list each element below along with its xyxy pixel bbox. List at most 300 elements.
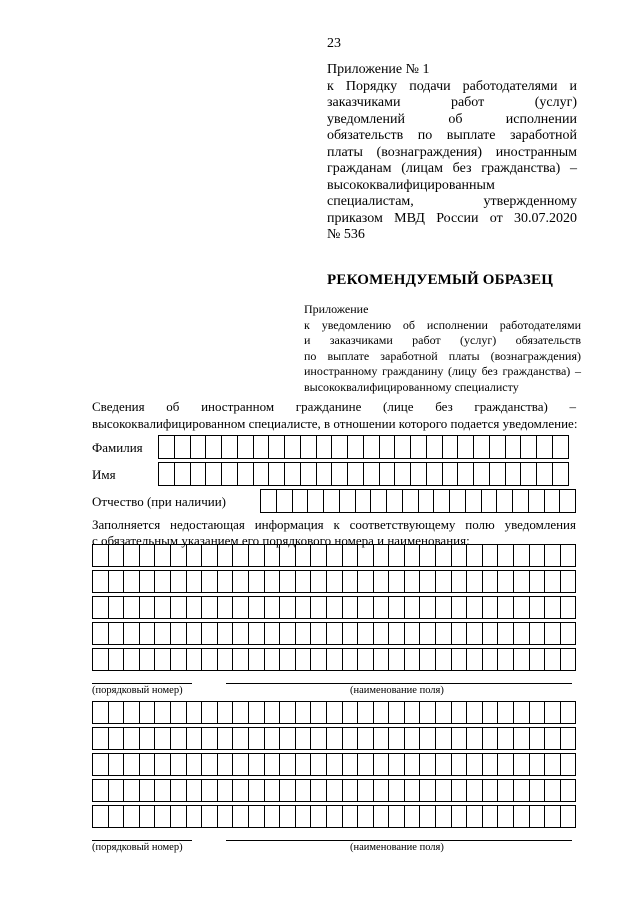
char-cell[interactable] (171, 701, 187, 724)
serial-number-line[interactable] (92, 683, 192, 684)
char-cell[interactable] (218, 570, 234, 593)
char-cell[interactable] (467, 701, 483, 724)
char-cell[interactable] (175, 462, 191, 486)
char-cell[interactable] (343, 544, 359, 567)
char-cell[interactable] (561, 727, 577, 750)
char-cell[interactable] (140, 570, 156, 593)
char-cell[interactable] (218, 622, 234, 645)
char-cell[interactable] (498, 701, 514, 724)
char-cell[interactable] (452, 544, 468, 567)
char-cell[interactable] (93, 648, 109, 671)
char-cell[interactable] (296, 570, 312, 593)
char-cell[interactable] (436, 727, 452, 750)
char-cell[interactable] (530, 753, 546, 776)
char-cell[interactable] (140, 779, 156, 802)
char-cell[interactable] (427, 435, 443, 459)
char-cell[interactable] (206, 435, 222, 459)
char-cell[interactable] (420, 544, 436, 567)
char-cell[interactable] (498, 570, 514, 593)
char-cell[interactable] (249, 727, 265, 750)
char-cell[interactable] (187, 544, 203, 567)
char-cell[interactable] (374, 805, 390, 828)
char-cell[interactable] (483, 570, 499, 593)
char-cell[interactable] (311, 596, 327, 619)
char-cell[interactable] (358, 779, 374, 802)
char-cell[interactable] (498, 596, 514, 619)
char-cell[interactable] (296, 701, 312, 724)
char-cell[interactable] (498, 753, 514, 776)
char-cell[interactable] (389, 622, 405, 645)
char-cell[interactable] (159, 435, 175, 459)
char-cell[interactable] (371, 489, 387, 513)
char-cell[interactable] (364, 435, 380, 459)
info-grid-row[interactable] (92, 544, 576, 567)
char-cell[interactable] (403, 489, 419, 513)
char-cell[interactable] (389, 648, 405, 671)
char-cell[interactable] (436, 596, 452, 619)
char-cell[interactable] (545, 701, 561, 724)
info-grid-row[interactable] (92, 805, 576, 828)
char-cell[interactable] (483, 779, 499, 802)
char-cell[interactable] (280, 596, 296, 619)
field-name-line[interactable] (226, 840, 572, 841)
char-cell[interactable] (218, 753, 234, 776)
char-cell[interactable] (317, 435, 333, 459)
char-cell[interactable] (443, 435, 459, 459)
char-cell[interactable] (530, 622, 546, 645)
char-cell[interactable] (514, 544, 530, 567)
char-cell[interactable] (389, 805, 405, 828)
char-cell[interactable] (380, 462, 396, 486)
char-cell[interactable] (358, 596, 374, 619)
char-cell[interactable] (218, 648, 234, 671)
char-cell[interactable] (124, 779, 140, 802)
char-cell[interactable] (498, 779, 514, 802)
char-cell[interactable] (498, 727, 514, 750)
char-cell[interactable] (358, 753, 374, 776)
info-grid-row[interactable] (92, 753, 576, 776)
char-cell[interactable] (466, 489, 482, 513)
char-cell[interactable] (374, 779, 390, 802)
char-cell[interactable] (155, 622, 171, 645)
char-cell[interactable] (301, 435, 317, 459)
char-cell[interactable] (202, 596, 218, 619)
char-cell[interactable] (124, 544, 140, 567)
char-cell[interactable] (327, 596, 343, 619)
char-cell[interactable] (514, 648, 530, 671)
char-cell[interactable] (450, 489, 466, 513)
char-cell[interactable] (140, 727, 156, 750)
char-cell[interactable] (124, 596, 140, 619)
char-cell[interactable] (233, 622, 249, 645)
char-cell[interactable] (124, 622, 140, 645)
char-cell[interactable] (93, 622, 109, 645)
char-cell[interactable] (498, 648, 514, 671)
char-cell[interactable] (202, 805, 218, 828)
char-cell[interactable] (155, 779, 171, 802)
char-cell[interactable] (343, 727, 359, 750)
char-cell[interactable] (467, 753, 483, 776)
char-cell[interactable] (411, 462, 427, 486)
char-cell[interactable] (140, 701, 156, 724)
char-cell[interactable] (452, 727, 468, 750)
char-cell[interactable] (171, 544, 187, 567)
char-cell[interactable] (389, 753, 405, 776)
char-cell[interactable] (202, 779, 218, 802)
char-cell[interactable] (265, 570, 281, 593)
char-cell[interactable] (387, 489, 403, 513)
char-cell[interactable] (308, 489, 324, 513)
char-cell[interactable] (124, 570, 140, 593)
char-cell[interactable] (343, 596, 359, 619)
char-cell[interactable] (389, 727, 405, 750)
char-cell[interactable] (561, 622, 577, 645)
char-cell[interactable] (380, 435, 396, 459)
char-cell[interactable] (159, 462, 175, 486)
char-cell[interactable] (530, 648, 546, 671)
char-cell[interactable] (427, 462, 443, 486)
char-cell[interactable] (467, 779, 483, 802)
char-cell[interactable] (296, 648, 312, 671)
char-cell[interactable] (490, 435, 506, 459)
char-cell[interactable] (109, 701, 125, 724)
char-cell[interactable] (521, 435, 537, 459)
char-cell[interactable] (277, 489, 293, 513)
char-cell[interactable] (280, 570, 296, 593)
char-cell[interactable] (269, 435, 285, 459)
char-cell[interactable] (514, 727, 530, 750)
char-cell[interactable] (155, 570, 171, 593)
char-cell[interactable] (545, 648, 561, 671)
char-cell[interactable] (467, 805, 483, 828)
char-cell[interactable] (171, 622, 187, 645)
char-cell[interactable] (420, 622, 436, 645)
char-cell[interactable] (109, 805, 125, 828)
char-cell[interactable] (327, 648, 343, 671)
char-cell[interactable] (561, 570, 577, 593)
char-cell[interactable] (187, 727, 203, 750)
char-cell[interactable] (171, 779, 187, 802)
char-cell[interactable] (327, 779, 343, 802)
char-cell[interactable] (109, 570, 125, 593)
char-cell[interactable] (327, 727, 343, 750)
char-cell[interactable] (296, 753, 312, 776)
char-cell[interactable] (420, 779, 436, 802)
char-cell[interactable] (420, 701, 436, 724)
char-cell[interactable] (296, 596, 312, 619)
serial-number-line[interactable] (92, 840, 192, 841)
char-cell[interactable] (202, 622, 218, 645)
char-cell[interactable] (358, 622, 374, 645)
char-cell[interactable] (233, 805, 249, 828)
char-cell[interactable] (233, 544, 249, 567)
char-cell[interactable] (124, 753, 140, 776)
char-cell[interactable] (467, 596, 483, 619)
char-cell[interactable] (222, 435, 238, 459)
char-cell[interactable] (514, 622, 530, 645)
char-cell[interactable] (537, 462, 553, 486)
char-cell[interactable] (280, 753, 296, 776)
char-cell[interactable] (191, 435, 207, 459)
char-cell[interactable] (171, 596, 187, 619)
char-cell[interactable] (187, 701, 203, 724)
char-cell[interactable] (514, 596, 530, 619)
char-cell[interactable] (269, 462, 285, 486)
char-cell[interactable] (498, 805, 514, 828)
char-cell[interactable] (452, 779, 468, 802)
char-cell[interactable] (280, 701, 296, 724)
char-cell[interactable] (420, 596, 436, 619)
char-cell[interactable] (411, 435, 427, 459)
char-cell[interactable] (155, 648, 171, 671)
char-cell[interactable] (420, 648, 436, 671)
char-cell[interactable] (249, 570, 265, 593)
char-cell[interactable] (483, 648, 499, 671)
char-cell[interactable] (530, 701, 546, 724)
char-cell[interactable] (405, 727, 421, 750)
char-cell[interactable] (293, 489, 309, 513)
char-cell[interactable] (93, 596, 109, 619)
char-cell[interactable] (436, 544, 452, 567)
char-cell[interactable] (155, 596, 171, 619)
char-cell[interactable] (545, 779, 561, 802)
char-cell[interactable] (280, 622, 296, 645)
char-cell[interactable] (348, 435, 364, 459)
char-cell[interactable] (327, 805, 343, 828)
char-cell[interactable] (109, 596, 125, 619)
char-cell[interactable] (93, 701, 109, 724)
char-cell[interactable] (483, 701, 499, 724)
char-cell[interactable] (311, 779, 327, 802)
char-cell[interactable] (530, 570, 546, 593)
char-cell[interactable] (187, 805, 203, 828)
char-cell[interactable] (265, 727, 281, 750)
char-cell[interactable] (474, 462, 490, 486)
char-cell[interactable] (343, 805, 359, 828)
char-cell[interactable] (530, 805, 546, 828)
char-cell[interactable] (202, 544, 218, 567)
char-cell[interactable] (364, 462, 380, 486)
char-cell[interactable] (265, 596, 281, 619)
char-cell[interactable] (218, 727, 234, 750)
char-cell[interactable] (561, 779, 577, 802)
char-cell[interactable] (458, 462, 474, 486)
char-cell[interactable] (233, 727, 249, 750)
char-cell[interactable] (436, 779, 452, 802)
char-cell[interactable] (561, 701, 577, 724)
char-cell[interactable] (187, 570, 203, 593)
char-cell[interactable] (452, 596, 468, 619)
char-cell[interactable] (124, 701, 140, 724)
char-cell[interactable] (514, 779, 530, 802)
char-cell[interactable] (109, 727, 125, 750)
char-cell[interactable] (233, 570, 249, 593)
char-cell[interactable] (324, 489, 340, 513)
char-cell[interactable] (140, 544, 156, 567)
char-cell[interactable] (560, 489, 576, 513)
char-cell[interactable] (218, 779, 234, 802)
char-cell[interactable] (187, 753, 203, 776)
char-cell[interactable] (222, 462, 238, 486)
info-grid-row[interactable] (92, 779, 576, 802)
char-cell[interactable] (265, 544, 281, 567)
char-cell[interactable] (93, 727, 109, 750)
char-cell[interactable] (467, 622, 483, 645)
char-cell[interactable] (265, 805, 281, 828)
char-cell[interactable] (419, 489, 435, 513)
char-cell[interactable] (434, 489, 450, 513)
char-cell[interactable] (218, 805, 234, 828)
char-cell[interactable] (561, 544, 577, 567)
char-cell[interactable] (261, 489, 277, 513)
char-cell[interactable] (93, 544, 109, 567)
char-cell[interactable] (358, 701, 374, 724)
char-cell[interactable] (191, 462, 207, 486)
patronymic-input[interactable] (260, 489, 576, 513)
char-cell[interactable] (467, 727, 483, 750)
char-cell[interactable] (553, 462, 569, 486)
char-cell[interactable] (93, 805, 109, 828)
char-cell[interactable] (233, 753, 249, 776)
char-cell[interactable] (218, 596, 234, 619)
char-cell[interactable] (452, 622, 468, 645)
char-cell[interactable] (530, 596, 546, 619)
char-cell[interactable] (452, 570, 468, 593)
char-cell[interactable] (109, 779, 125, 802)
char-cell[interactable] (202, 701, 218, 724)
char-cell[interactable] (155, 727, 171, 750)
char-cell[interactable] (265, 779, 281, 802)
char-cell[interactable] (249, 648, 265, 671)
char-cell[interactable] (171, 727, 187, 750)
char-cell[interactable] (514, 570, 530, 593)
char-cell[interactable] (311, 570, 327, 593)
char-cell[interactable] (124, 727, 140, 750)
char-cell[interactable] (265, 701, 281, 724)
char-cell[interactable] (265, 753, 281, 776)
char-cell[interactable] (280, 779, 296, 802)
char-cell[interactable] (467, 544, 483, 567)
char-cell[interactable] (340, 489, 356, 513)
char-cell[interactable] (327, 570, 343, 593)
char-cell[interactable] (405, 622, 421, 645)
char-cell[interactable] (514, 753, 530, 776)
char-cell[interactable] (506, 462, 522, 486)
char-cell[interactable] (249, 622, 265, 645)
char-cell[interactable] (405, 701, 421, 724)
char-cell[interactable] (374, 544, 390, 567)
char-cell[interactable] (483, 805, 499, 828)
char-cell[interactable] (249, 701, 265, 724)
char-cell[interactable] (233, 779, 249, 802)
char-cell[interactable] (490, 462, 506, 486)
char-cell[interactable] (317, 462, 333, 486)
info-grid-row[interactable] (92, 701, 576, 724)
char-cell[interactable] (187, 648, 203, 671)
char-cell[interactable] (124, 805, 140, 828)
char-cell[interactable] (561, 596, 577, 619)
char-cell[interactable] (124, 648, 140, 671)
char-cell[interactable] (452, 648, 468, 671)
char-cell[interactable] (202, 753, 218, 776)
char-cell[interactable] (343, 779, 359, 802)
char-cell[interactable] (175, 435, 191, 459)
char-cell[interactable] (280, 727, 296, 750)
char-cell[interactable] (395, 462, 411, 486)
char-cell[interactable] (254, 435, 270, 459)
char-cell[interactable] (187, 596, 203, 619)
char-cell[interactable] (238, 462, 254, 486)
char-cell[interactable] (545, 622, 561, 645)
char-cell[interactable] (202, 570, 218, 593)
char-cell[interactable] (405, 648, 421, 671)
char-cell[interactable] (521, 462, 537, 486)
char-cell[interactable] (405, 805, 421, 828)
char-cell[interactable] (374, 727, 390, 750)
char-cell[interactable] (467, 648, 483, 671)
char-cell[interactable] (537, 435, 553, 459)
char-cell[interactable] (358, 544, 374, 567)
char-cell[interactable] (452, 753, 468, 776)
char-cell[interactable] (420, 570, 436, 593)
char-cell[interactable] (498, 544, 514, 567)
char-cell[interactable] (343, 701, 359, 724)
info-grid-row[interactable] (92, 622, 576, 645)
char-cell[interactable] (187, 622, 203, 645)
char-cell[interactable] (155, 805, 171, 828)
char-cell[interactable] (529, 489, 545, 513)
info-grid-row[interactable] (92, 596, 576, 619)
info-grid-row[interactable] (92, 727, 576, 750)
surname-input[interactable] (158, 435, 569, 459)
char-cell[interactable] (171, 570, 187, 593)
char-cell[interactable] (452, 805, 468, 828)
char-cell[interactable] (249, 753, 265, 776)
char-cell[interactable] (109, 622, 125, 645)
char-cell[interactable] (358, 805, 374, 828)
char-cell[interactable] (109, 753, 125, 776)
char-cell[interactable] (395, 435, 411, 459)
char-cell[interactable] (218, 544, 234, 567)
char-cell[interactable] (265, 648, 281, 671)
char-cell[interactable] (155, 701, 171, 724)
char-cell[interactable] (420, 727, 436, 750)
char-cell[interactable] (483, 727, 499, 750)
char-cell[interactable] (280, 544, 296, 567)
char-cell[interactable] (553, 435, 569, 459)
char-cell[interactable] (140, 753, 156, 776)
char-cell[interactable] (545, 753, 561, 776)
char-cell[interactable] (561, 648, 577, 671)
char-cell[interactable] (389, 596, 405, 619)
char-cell[interactable] (436, 570, 452, 593)
char-cell[interactable] (343, 622, 359, 645)
char-cell[interactable] (389, 570, 405, 593)
char-cell[interactable] (140, 596, 156, 619)
char-cell[interactable] (296, 622, 312, 645)
char-cell[interactable] (343, 570, 359, 593)
char-cell[interactable] (93, 779, 109, 802)
char-cell[interactable] (332, 462, 348, 486)
char-cell[interactable] (482, 489, 498, 513)
char-cell[interactable] (474, 435, 490, 459)
char-cell[interactable] (233, 648, 249, 671)
char-cell[interactable] (530, 779, 546, 802)
char-cell[interactable] (280, 805, 296, 828)
char-cell[interactable] (155, 753, 171, 776)
info-grid-row[interactable] (92, 648, 576, 671)
char-cell[interactable] (374, 570, 390, 593)
